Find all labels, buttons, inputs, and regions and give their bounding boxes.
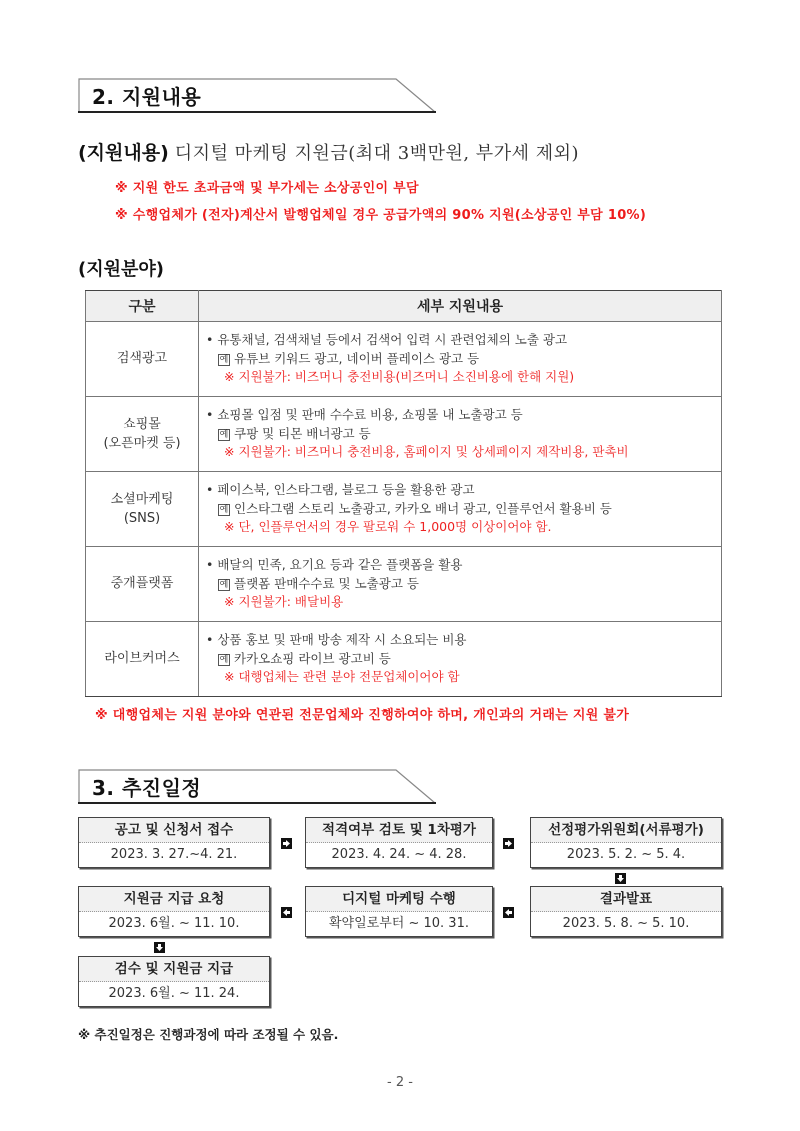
example-mark-icon: 예 <box>219 504 229 515</box>
support-content-line <box>78 138 579 165</box>
detail-bullet: • 유통채널, 검색채널 등에서 검색어 입력 시 관련업체의 노출 광고 <box>206 332 568 348</box>
category-label: 검색광고 <box>116 351 168 367</box>
category-sublabel: (SNS) <box>123 511 161 526</box>
example-text: 유튜브 키워드 광고, 네이버 플레이스 광고 등 <box>234 350 480 366</box>
arrow-down-icon <box>615 873 626 884</box>
detail-note: ※ 지원불가: 비즈머니 충전비용(비즈머니 소진비용에 한해 지원) <box>224 369 575 385</box>
details-cell <box>199 547 722 622</box>
schedule-step-results <box>530 886 722 937</box>
step-date: 확약일로부터 ~ 10. 31. <box>329 916 469 931</box>
note-vat: ※ 지원 한도 초과금액 및 부가세는 소상공인이 부담 <box>115 181 419 196</box>
step-date: 2023. 4. 24. ~ 4. 28. <box>331 847 467 862</box>
step-title: 검수 및 지원금 지급 <box>79 957 269 982</box>
support-fields-table <box>85 290 722 697</box>
detail-example <box>218 500 721 519</box>
schedule-step-payment-request <box>78 886 270 937</box>
arrow-left-icon <box>281 907 292 918</box>
details-cell <box>199 322 722 397</box>
category-label: 소셜마케팅 <box>110 491 174 507</box>
example-mark-icon: 예 <box>219 579 229 590</box>
category-cell <box>86 622 199 697</box>
arrow-right-icon <box>281 838 292 849</box>
example-mark-icon: 예 <box>219 654 229 665</box>
category-label: 쇼핑몰 <box>123 416 161 432</box>
arrow-right-icon <box>503 838 514 849</box>
example-text: 쿠팡 및 티몬 배너광고 등 <box>234 425 371 441</box>
schedule-note: ※ 추진일정은 진행과정에 따라 조정될 수 있음. <box>78 1027 339 1042</box>
category-cell <box>86 547 199 622</box>
details-cell <box>199 472 722 547</box>
header-category: 구분 <box>86 291 199 322</box>
step-date: 2023. 5. 8. ~ 5. 10. <box>562 916 690 931</box>
step-title: 결과발표 <box>531 887 721 912</box>
detail-note: ※ 지원불가: 배달비용 <box>224 594 344 610</box>
schedule-step-marketing <box>305 886 493 937</box>
page-number: - 2 - <box>387 1075 413 1090</box>
example-mark-icon: 예 <box>219 354 229 365</box>
schedule-step-eligibility-review <box>305 817 493 868</box>
category-sublabel: (오픈마켓 등) <box>103 436 181 451</box>
note-invoice: ※ 수행업체가 (전자)계산서 발행업체일 경우 공급가액의 90% 지원(소상공인 부담 10%) <box>115 208 647 223</box>
step-date: 2023. 6월. ~ 11. 24. <box>108 986 240 1001</box>
example-text: 플랫폼 판매수수료 및 노출광고 등 <box>234 575 419 591</box>
section-2-header <box>78 78 436 112</box>
support-content-text: 디지털 마케팅 지원금(최대 3백만원, 부가세 제외) <box>174 143 579 164</box>
schedule-step-committee <box>530 817 722 868</box>
detail-example <box>218 350 721 369</box>
category-cell <box>86 397 199 472</box>
detail-example <box>218 650 721 669</box>
table-row <box>86 397 722 472</box>
section-3-header <box>78 769 436 803</box>
example-mark-icon: 예 <box>219 429 229 440</box>
category-label: 라이브커머스 <box>104 651 180 667</box>
step-date: 2023. 5. 2. ~ 5. 4. <box>566 847 686 862</box>
detail-bullet: • 쇼핑몰 입점 및 판매 수수료 비용, 쇼핑몰 내 노출광고 등 <box>206 407 523 423</box>
detail-note: ※ 대행업체는 관련 분야 전문업체이어야 함 <box>224 669 460 685</box>
agency-requirement-note: ※ 대행업체는 지원 분야와 연관된 전문업체와 진행하여야 하며, 개인과의 거래는 지원 불가 <box>95 708 630 723</box>
table-row <box>86 472 722 547</box>
table-row <box>86 547 722 622</box>
detail-note: ※ 지원불가: 비즈머니 충전비용, 홈페이지 및 상세페이지 제작비용, 판촉비 <box>224 444 629 460</box>
example-text: 카카오쇼핑 라이브 광고비 등 <box>234 650 391 666</box>
section-3-title: 3. 추진일정 <box>92 776 202 800</box>
detail-bullet: • 페이스북, 인스타그램, 블로그 등을 활용한 광고 <box>206 482 475 498</box>
table-header-row <box>86 291 722 322</box>
step-title: 지원금 지급 요청 <box>79 887 269 912</box>
step-date: 2023. 3. 27.~4. 21. <box>110 847 238 862</box>
arrow-left-icon <box>503 907 514 918</box>
support-fields-heading: (지원분야) <box>78 259 165 280</box>
details-cell <box>199 397 722 472</box>
step-date: 2023. 6월. ~ 11. 10. <box>108 916 240 931</box>
step-title: 공고 및 신청서 접수 <box>79 818 269 843</box>
table-row <box>86 622 722 697</box>
detail-bullet: • 상품 홍보 및 판매 방송 제작 시 소요되는 비용 <box>206 632 467 648</box>
support-content-label: (지원내용) <box>78 142 169 164</box>
section-2-title: 2. 지원내용 <box>92 85 202 109</box>
schedule-step-inspection-payment <box>78 956 270 1007</box>
category-label: 중개플랫폼 <box>110 576 174 592</box>
header-details: 세부 지원내용 <box>199 291 722 322</box>
table-row <box>86 322 722 397</box>
step-title: 적격여부 검토 및 1차평가 <box>306 818 492 843</box>
step-title: 디지털 마케팅 수행 <box>306 887 492 912</box>
category-cell <box>86 322 199 397</box>
detail-note: ※ 단, 인플루언서의 경우 팔로워 수 1,000명 이상이어야 함. <box>224 519 552 535</box>
category-cell <box>86 472 199 547</box>
schedule-step-announcement <box>78 817 270 868</box>
detail-example <box>218 425 721 444</box>
details-cell <box>199 622 722 697</box>
step-title: 선정평가위원회(서류평가) <box>531 818 721 843</box>
detail-bullet: • 배달의 민족, 요기요 등과 같은 플랫폼을 활용 <box>206 557 463 573</box>
detail-example <box>218 575 721 594</box>
example-text: 인스타그램 스토리 노출광고, 카카오 배너 광고, 인플루언서 활용비 등 <box>234 500 612 516</box>
arrow-down-icon <box>154 942 165 953</box>
